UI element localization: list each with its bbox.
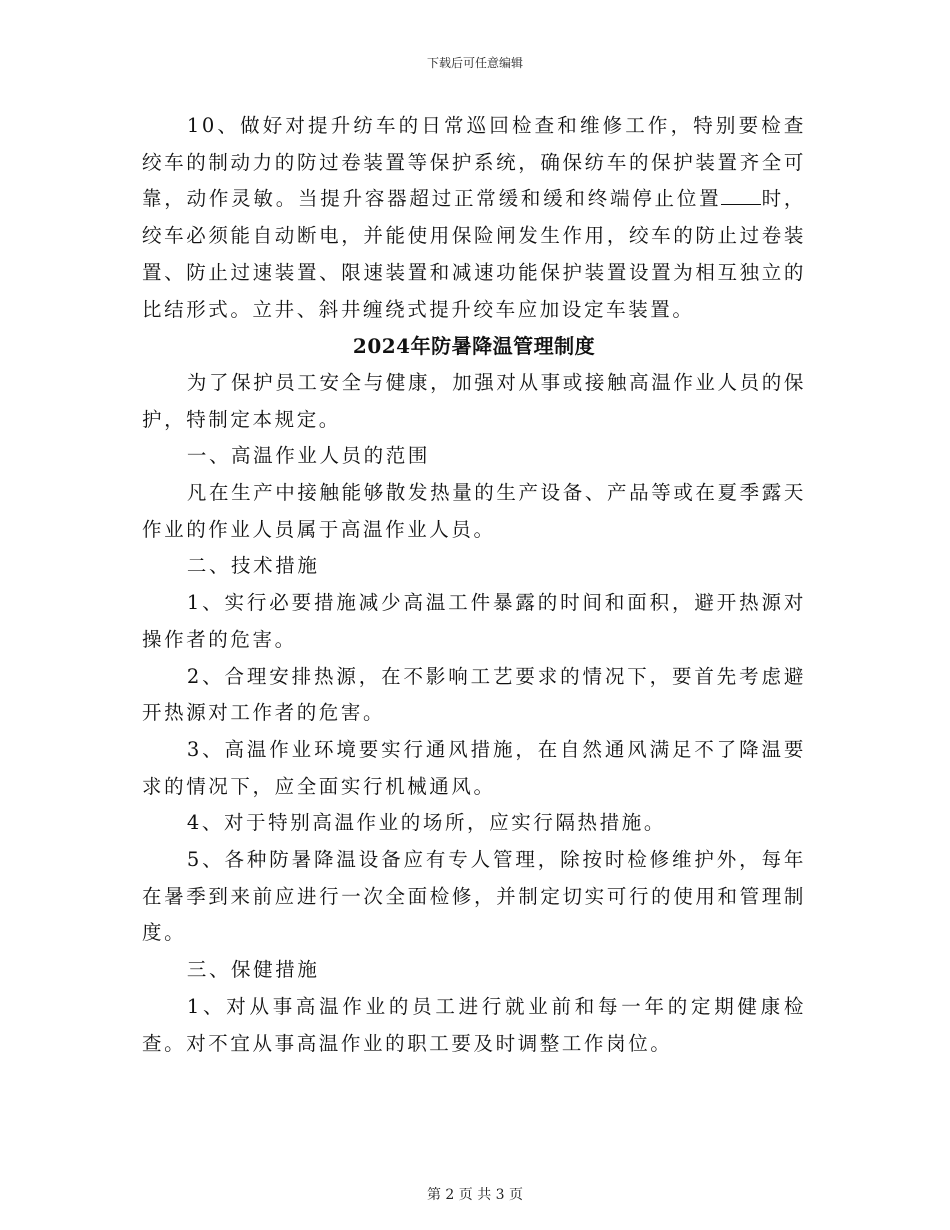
page-footer: 第 2 页 共 3 页 — [426, 1187, 524, 1203]
section-2-item-4: 4、对于特别高温作业的场所，应实行隔热措施。 — [186, 811, 666, 835]
section-2-item-1: 1、实行必要措施减少高温工件暴露的时间和面积，避开热源对操作者的危害。 — [142, 591, 806, 651]
paragraph-item-10 — [142, 108, 806, 328]
section-2-item-3: 3、高温作业环境要实行通风措施，在自然通风满足不了降温要求的情况下，应全面实行机械通风。 — [142, 737, 806, 798]
section-2-item-2: 2、合理安排热源，在不影响工艺要求的情况下，要首先考虑避开热源对工作者的危害。 — [142, 664, 806, 725]
document-body — [142, 108, 806, 1062]
section-heading-3: 三、保健措施 — [186, 958, 320, 982]
page-header: 下载后可任意编辑 — [426, 56, 523, 70]
section-heading-2: 二、技术措施 — [186, 554, 320, 578]
section-heading-1: 一、高温作业人员的范围 — [186, 444, 430, 468]
section-3-item-1: 1、对从事高温作业的员工进行就业前和每一年的定期健康检查。对不宜从事高温作业的职工要及时调整工作岗位。 — [142, 994, 806, 1055]
section-2-item-5: 5、各种防暑降温设备应有专人管理，除按时检修维护外，每年在暑季到来前应进行一次全面检修，并制定切实可行的使用和管理制度。 — [142, 848, 806, 945]
document-title: 2024年防暑降温管理制度 — [352, 334, 596, 359]
section-1-paragraph: 凡在生产中接触能够散发热量的生产设备、产品等或在夏季露天作业的作业人员属于高温作业人员。 — [142, 481, 806, 541]
item10-text-after-blank: 时，绞车必须能自动断电，并能使用保险闸发生作用，绞车的防止过卷装置、防止过速装置、限速装置和减速功能保护装置设置为相互独立的比结形式。立井、斜井缠绕式提升绞车应加设定车装置。 — [142, 187, 806, 321]
intro-paragraph: 为了保护员工安全与健康，加强对从事或接触高温作业人员的保护，特制定本规定。 — [142, 370, 806, 431]
item10-text-before-blank: 10、做好对提升纺车的日常巡回检查和维修工作，特别要检查绞车的制动力的防过卷装置等保护系统，确保纺车的保护装置齐全可靠，动作灵敏。当提升容器超过正常缓和缓和终端停止位置 — [142, 114, 806, 211]
fill-in-blank — [721, 186, 761, 205]
